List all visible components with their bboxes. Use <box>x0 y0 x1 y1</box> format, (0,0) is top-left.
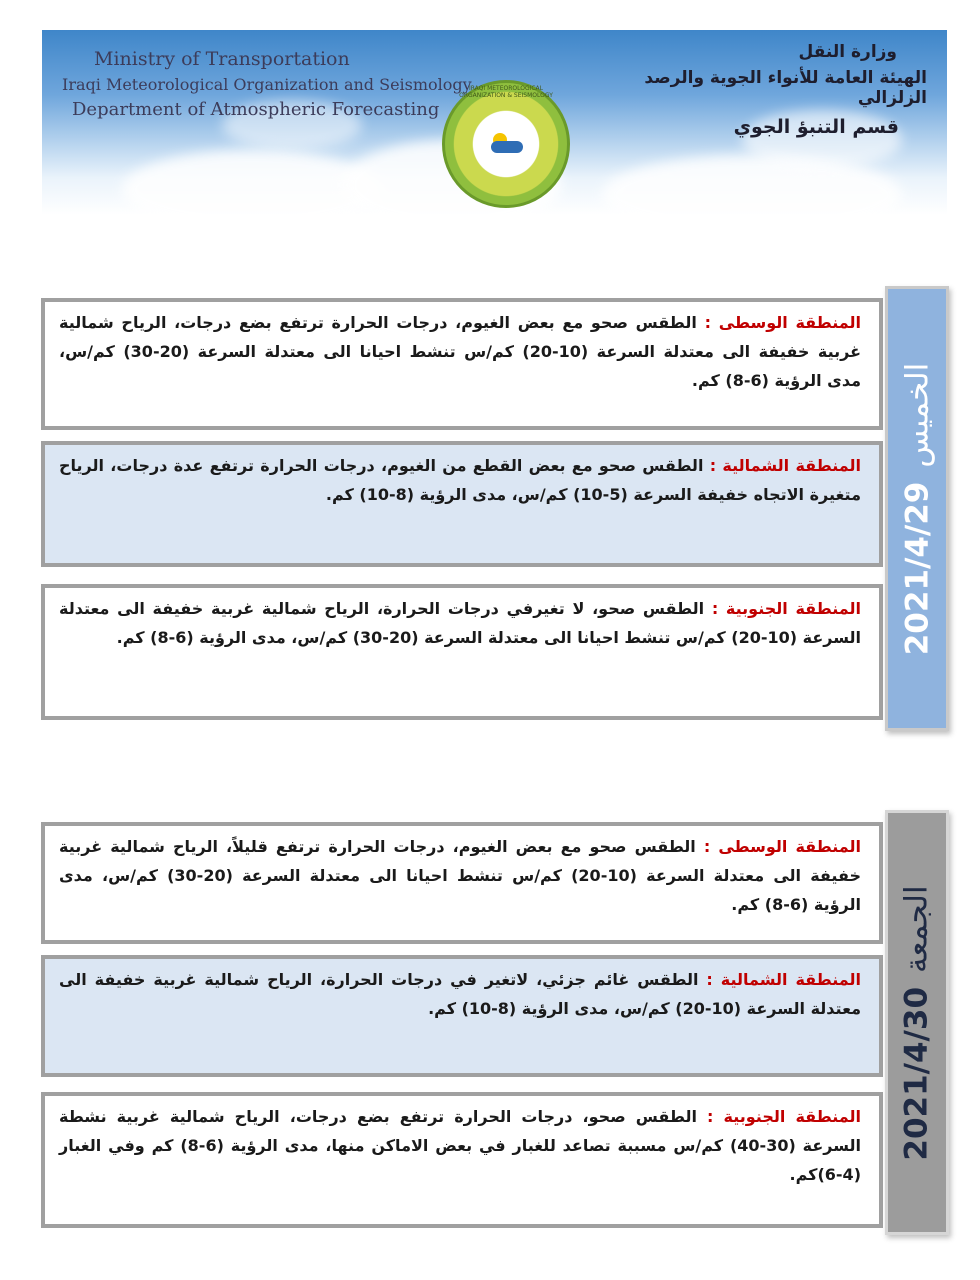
forecast-text: الطقس صحو مع بعض الغيوم، درجات الحرارة ترتفع بضع درجات، الرياح شمالية غربية خفيفة الى معتدلة السرعة (10-20) كم/س تنشط احيانا الى معتدلة السرعة (20-30) كم/س، مدى الرؤية (6-8) كم. <box>59 313 862 390</box>
ministry-name-ar: وزارة النقل <box>798 42 897 62</box>
region-label: المنطقة الشمالية : <box>706 970 861 989</box>
organization-name-ar: الهيئة العامة للأنواء الجوية والرصد الزلزالي <box>644 68 927 108</box>
forecast-text: الطقس صحو، درجات الحرارة ترتفع بضع درجات، الرياح شمالية غربية نشطة السرعة (30-40) كم/س مسببة تصاعد للغبار في بعض الاماكن منها، مدى الرؤية (6-8) كم وفي الغبار (4-6)كم. <box>59 1107 861 1184</box>
forecast-day2-south <box>41 1092 883 1228</box>
day-label-thursday <box>885 286 949 731</box>
forecast-day1-central <box>41 298 883 430</box>
forecast-text: الطقس صحو مع بعض الغيوم، درجات الحرارة ترتفع قليلاً، الرياح شمالية غربية خفيفة الى معتدلة السرعة (10-20) كم/س تنشط احيانا الى معتدلة السرعة (20-30) كم/س، مدى الرؤية (6-8) كم. <box>59 837 861 914</box>
cloud-icon <box>491 141 523 153</box>
region-label: المنطقة الوسطى : <box>703 837 862 856</box>
day-label-friday <box>885 810 949 1235</box>
forecast-day1-south <box>41 584 883 720</box>
forecast-text: الطقس غائم جزئي، لاتغير في درجات الحرارة، الرياح شمالية غربية خفيفة الى معتدلة السرعة (10-20) كم/س، مدى الرؤية (8-10) كم. <box>59 970 861 1018</box>
region-label: المنطقة الوسطى : <box>704 313 862 332</box>
day-name: الجمعة <box>899 884 935 973</box>
department-name-ar: قسم التنبؤ الجوي <box>733 116 899 138</box>
region-label: المنطقة الشمالية : <box>709 456 861 475</box>
region-label: المنطقة الجنوبية : <box>711 599 861 618</box>
day-date: 2021/4/30 <box>899 986 935 1161</box>
forecast-day2-north <box>41 955 883 1077</box>
logo-text: IRAQI METEOROLOGICAL ORGANIZATION & SEISMOLOGY <box>459 85 553 99</box>
forecast-day1-north <box>41 441 883 567</box>
forecast-text: الطقس صحو مع بعض القطع من الغيوم، درجات الحرارة ترتفع عدة درجات، الرياح متغيرة الاتجاه خفيفة السرعة (5-10) كم/س، مدى الرؤية (8-10) كم. <box>59 456 861 504</box>
organization-name-en: Iraqi Meteorological Organization and Seismology <box>62 75 472 94</box>
day-name: الخميس <box>899 362 936 468</box>
day-date: 2021/4/29 <box>899 481 936 655</box>
forecast-day2-central <box>41 822 883 944</box>
department-name-en: Department of Atmospheric Forecasting <box>72 99 440 120</box>
english-header <box>62 48 472 120</box>
organization-logo <box>442 80 570 208</box>
arabic-header <box>597 42 927 138</box>
header-banner <box>42 30 947 215</box>
forecast-text: الطقس صحو، لا تغيرفي درجات الحرارة، الرياح شمالية غربية خفيفة الى معتدلة السرعة (10-20) كم/س تنشط احيانا الى معتدلة السرعة (20-30) كم/س، مدى الرؤية (6-8) كم. <box>59 599 861 647</box>
ministry-name-en: Ministry of Transportation <box>94 48 350 70</box>
region-label: المنطقة الجنوبية : <box>707 1107 861 1126</box>
